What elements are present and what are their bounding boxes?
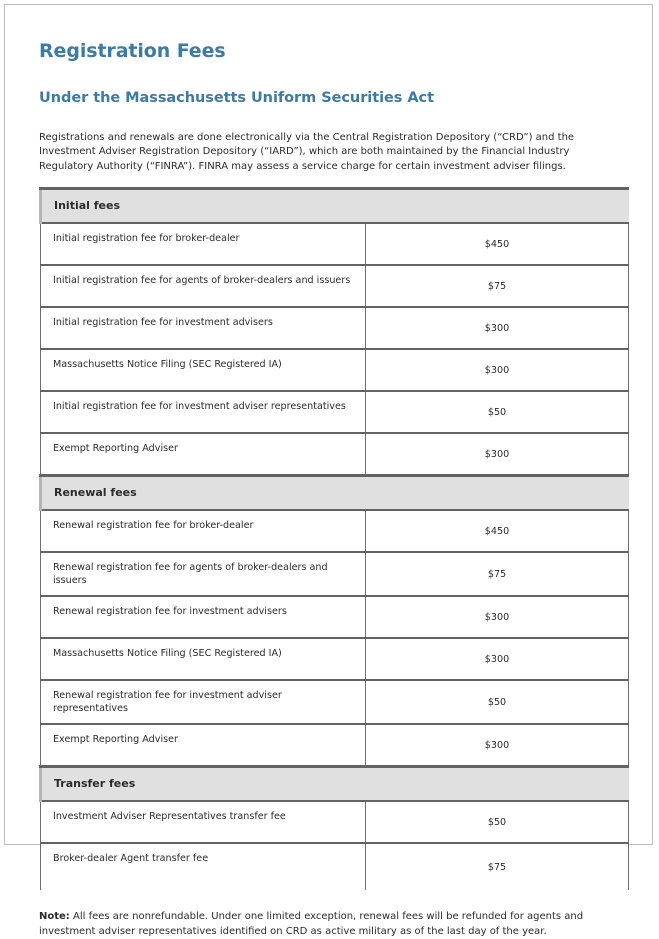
fee-description-cell: Massachusetts Notice Filing (SEC Registered IA) <box>41 349 366 391</box>
footer-note-label: Note: <box>39 911 70 923</box>
fee-description-cell: Investment Adviser Representatives transfer fee <box>41 801 366 843</box>
fee-description-cell: Exempt Reporting Adviser <box>41 433 366 476</box>
fee-amount-cell: $300 <box>366 638 629 680</box>
fee-amount-cell: $75 <box>366 843 629 890</box>
fee-description-cell: Initial registration fee for investment adviser representatives <box>41 391 366 433</box>
fee-description-cell: Broker-dealer Agent transfer fee <box>41 843 366 890</box>
table-row <box>41 307 629 349</box>
fee-amount-cell: $75 <box>366 265 629 307</box>
fee-amount-cell: $300 <box>366 596 629 638</box>
fee-amount-cell: $450 <box>366 223 629 265</box>
page-subtitle: Under the Massachusetts Uniform Securities Act <box>39 90 434 106</box>
table-row <box>41 801 629 843</box>
fee-description-cell: Initial registration fee for investment advisers <box>41 307 366 349</box>
fee-description-cell: Massachusetts Notice Filing (SEC Registered IA) <box>41 638 366 680</box>
fee-description-cell: Renewal registration fee for broker-dealer <box>41 510 366 552</box>
fee-description-cell: Initial registration fee for agents of broker-dealers and issuers <box>41 265 366 307</box>
table-row <box>41 510 629 552</box>
fee-amount-cell: $450 <box>366 510 629 552</box>
fee-amount-cell: $300 <box>366 349 629 391</box>
table-row <box>41 433 629 476</box>
table-row <box>41 391 629 433</box>
registration-fees-table <box>39 187 629 890</box>
fee-amount-cell: $300 <box>366 433 629 476</box>
fee-amount-cell: $50 <box>366 801 629 843</box>
fee-amount-cell: $50 <box>366 680 629 724</box>
table-row <box>41 265 629 307</box>
fee-section-header-row <box>41 476 629 511</box>
table-row <box>41 552 629 596</box>
fee-section-header: Renewal fees <box>41 476 629 511</box>
table-row <box>41 843 629 890</box>
fee-description-cell: Renewal registration fee for investment advisers <box>41 596 366 638</box>
table-row <box>41 638 629 680</box>
fee-section-header-row <box>41 767 629 802</box>
table-row <box>41 680 629 724</box>
fee-amount-cell: $75 <box>366 552 629 596</box>
document-body <box>5 5 652 937</box>
fee-amount-cell: $300 <box>366 724 629 767</box>
table-row <box>41 596 629 638</box>
fee-section-header: Initial fees <box>41 189 629 224</box>
document-page <box>4 4 653 937</box>
footer-note <box>39 910 619 939</box>
table-row <box>41 349 629 391</box>
fee-amount-cell: $50 <box>366 391 629 433</box>
fee-description-cell: Renewal registration fee for agents of broker-dealers and issuers <box>41 552 366 596</box>
table-row <box>41 724 629 767</box>
fee-description-cell: Initial registration fee for broker-dealer <box>41 223 366 265</box>
footer-note-text: All fees are nonrefundable. Under one limited exception, renewal fees will be refunded for agents and investment adviser representatives identified on CRD as active military as of the last day of the year. <box>39 911 584 937</box>
fee-amount-cell: $300 <box>366 307 629 349</box>
fee-description-cell: Renewal registration fee for investment adviser representatives <box>41 680 366 724</box>
intro-paragraph: Registrations and renewals are done electronically via the Central Registration Depository (“CRD”) and the Investment Adviser Registration Depository (“IARD”), which are both maintained by the Financial Industry Regulatory Authority (“FINRA”). FINRA may assess a service charge for certain investment adviser filings. <box>39 132 575 172</box>
fee-section-header-row <box>41 189 629 224</box>
table-row <box>41 223 629 265</box>
fee-section-header: Transfer fees <box>41 767 629 802</box>
fee-description-cell: Exempt Reporting Adviser <box>41 724 366 767</box>
page-title: Registration Fees <box>39 40 226 62</box>
